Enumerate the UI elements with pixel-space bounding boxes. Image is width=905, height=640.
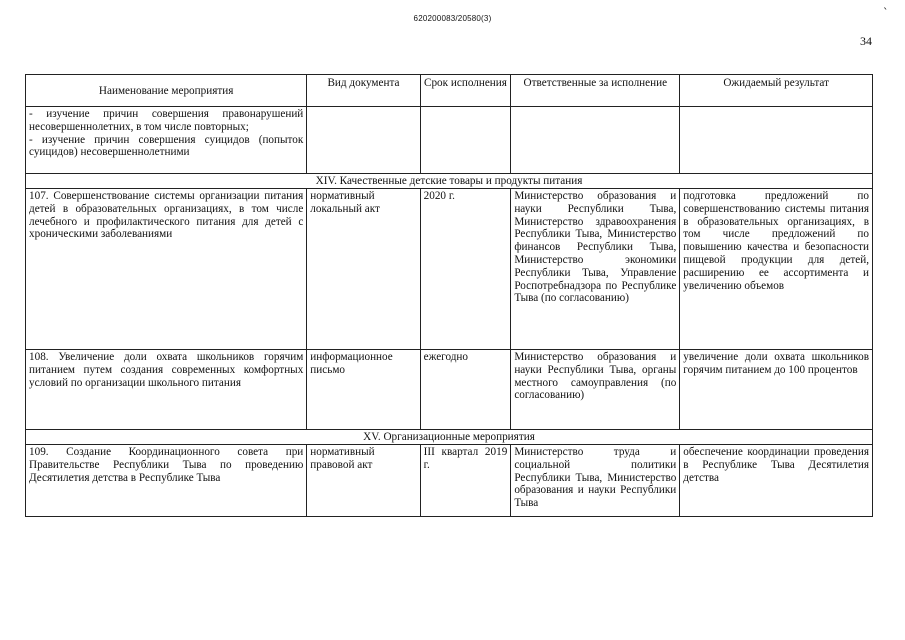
- measure-cell: 107. Совершенствование системы организации питания детей в образовательных организациях, в том числе лечебного и профилактического питания для детей с хроническими заболеваниями: [26, 189, 307, 350]
- table-row: [26, 107, 873, 174]
- corner-mark: `: [883, 6, 889, 19]
- measure-cell: 108. Увеличение доли охвата школьников горячим питанием путем создания современных комфортных условий по организации школьного питания: [26, 350, 307, 430]
- section-title: XIV. Качественные детские товары и продукты питания: [26, 174, 873, 189]
- deadline-cell: III квартал 2019 г.: [420, 445, 511, 517]
- header-measure: Наименование мероприятия: [26, 75, 307, 107]
- table-header-row: [26, 75, 873, 107]
- header-responsible: Ответственные за исполнение: [511, 75, 680, 107]
- section-row: [26, 174, 873, 189]
- result-cell: [680, 107, 873, 174]
- doc-type-cell: информационное письмо: [307, 350, 420, 430]
- measure-item: - изучение причин совершения правонарушений несовершеннолетних, в том числе повторных;: [29, 108, 304, 133]
- result-cell: обеспечение координации проведения в Республике Тыва Десятилетия детства: [680, 445, 873, 517]
- result-cell: увеличение доли охвата школьников горячим питанием до 100 процентов: [680, 350, 873, 430]
- measure-cell: [26, 107, 307, 174]
- page-number: 34: [860, 34, 872, 48]
- measures-table: [25, 74, 873, 517]
- responsible-cell: Министерство образования и науки Республики Тыва, органы местного самоуправления (по согласованию): [511, 350, 680, 430]
- deadline-cell: 2020 г.: [420, 189, 511, 350]
- deadline-cell: [420, 107, 511, 174]
- table-row: [26, 445, 873, 517]
- doc-type-cell: нормативный локальный акт: [307, 189, 420, 350]
- measure-item: - изучение причин совершения суицидов (попыток суицидов) несовершеннолетними: [29, 133, 304, 159]
- header-result: Ожидаемый результат: [680, 75, 873, 107]
- doc-type-cell: нормативный правовой акт: [307, 445, 420, 517]
- header-deadline: Срок исполнения: [420, 75, 511, 107]
- document-id: 620200083/20580(3): [413, 14, 492, 23]
- responsible-cell: Министерство труда и социальной политики Республики Тыва, Министерство образования и науки Республики Тыва: [511, 445, 680, 517]
- table-row: [26, 350, 873, 430]
- table-row: [26, 189, 873, 350]
- result-cell: подготовка предложений по совершенствованию системы питания в образовательных организациях, в том числе предложений по повышению качества и безопасности пищевой продукции для детей, расширению ее ассортимента и увеличению объемов: [680, 189, 873, 350]
- responsible-cell: Министерство образования и науки Республики Тыва, Министерство здравоохранения Республики Тыва, Министерство финансов Республики Тыва, Министерство экономики Республики Тыва, Управление Роспотребнадзора по Республике Тыва (по согласованию): [511, 189, 680, 350]
- measure-cell: 109. Создание Координационного совета при Правительстве Республики Тыва по проведению Десятилетия детства в Республике Тыва: [26, 445, 307, 517]
- responsible-cell: [511, 107, 680, 174]
- section-row: [26, 430, 873, 445]
- header-doc-type: Вид документа: [307, 75, 420, 107]
- section-title: XV. Организационные мероприятия: [26, 430, 873, 445]
- deadline-cell: ежегодно: [420, 350, 511, 430]
- doc-type-cell: [307, 107, 420, 174]
